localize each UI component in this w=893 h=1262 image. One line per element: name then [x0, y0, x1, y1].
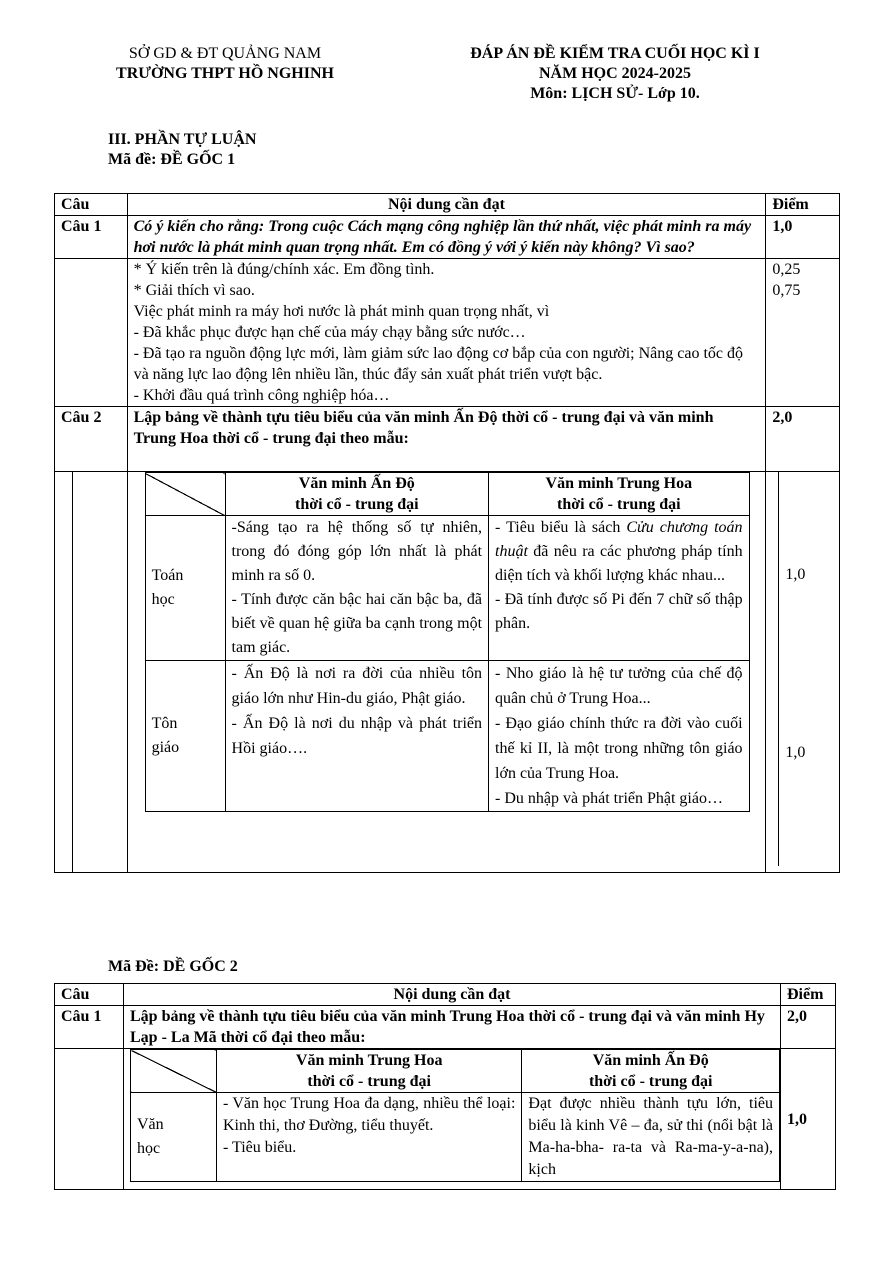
q2-sub-scores: [766, 472, 840, 873]
diagonal-corner-cell: [145, 473, 225, 516]
code2-q1-label: Câu 1: [55, 1006, 124, 1049]
q1-sub-scores: [766, 259, 840, 407]
inner-header-row: [145, 473, 749, 516]
school-year: NĂM HỌC 2024-2025: [539, 65, 691, 82]
col-header-cau: Câu: [55, 194, 128, 216]
india-religion: - Ấn Độ là nơi ra đời của nhiều tôn giáo lớn như Hin-du giáo, Phật giáo. - Ấn Độ là nơi du nhập và phát triển Hồi giáo….: [225, 661, 489, 812]
sub-score: 0,75: [772, 282, 801, 299]
code2-sub-score: 1,0: [781, 1049, 836, 1190]
sub-score-religion: 1,0: [785, 744, 806, 761]
china-religion: - Nho giáo là hệ tư tưởng của chế độ quân chủ ở Trung Hoa... - Đạo giáo chính thức ra đời vào cuối thế kỉ II, là một trong những tôn giáo lớn của Trung Hoa. - Du nhập và phát triển Phật giáo…: [489, 661, 750, 812]
col-header-score: Điểm: [766, 194, 840, 216]
inner-row-religion: [145, 661, 749, 812]
col-header-score: Điểm: [781, 984, 836, 1006]
diagonal-corner-cell: [131, 1050, 217, 1093]
school-name: TRƯỜNG THPT HỒ NGHINH: [116, 65, 334, 82]
answer-line: - Đã khắc phục được hạn chế của máy chạy bằng sức nước…: [133, 324, 526, 341]
inner-col1-header: Văn minh Ấn Độ thời cổ - trung đại: [225, 473, 489, 516]
school-header: [70, 44, 380, 84]
q1-label: Câu 1: [55, 216, 128, 259]
book-title: Cửu chương toán thuật: [495, 519, 743, 560]
q2-label: Câu 2: [55, 407, 128, 472]
code2-title: Mã Đề: DỀ GỐC 2: [108, 958, 238, 975]
row-label-literature: Văn học: [131, 1093, 217, 1182]
row-label-religion: Tôn giáo: [145, 661, 225, 812]
india-literature: Đạt được nhiều thành tựu lớn, tiêu biểu là kinh Vê – đa, sử thi (nổi bật là Ma-ha-bha- ra-ta và Ra-ma-y-a-na), kịch: [522, 1093, 780, 1182]
exam-title: ĐÁP ÁN ĐỀ KIỂM TRA CUỐI HỌC KÌ I: [470, 45, 760, 62]
inner-row-math: [145, 516, 749, 661]
department-name: SỞ GD & ĐT QUẢNG NAM: [128, 45, 322, 62]
code2-answer-table: [54, 983, 836, 1190]
civilization-comparison-table: [145, 472, 750, 812]
col-header-content: Nội dung cần đạt: [127, 194, 766, 216]
answer-line: * Giải thích vì sao.: [133, 282, 255, 299]
table-header-row: [55, 984, 836, 1006]
q2-answer-row: [55, 472, 840, 873]
row-label-math: Toán học: [145, 516, 225, 661]
col-header-content: Nội dung cần đạt: [124, 984, 781, 1006]
code2-comparison-table: [130, 1049, 780, 1182]
q2-score: 2,0: [766, 407, 840, 472]
code2-q1-question: Lập bảng về thành tựu tiêu biểu của văn minh Trung Hoa thời cổ - trung đại và văn minh Hy Lạp - La Mã thời cổ đại theo mẫu:: [124, 1006, 781, 1049]
answer-line: - Đã tạo ra nguồn động lực mới, làm giảm sức lao động cơ bắp của con người; Nâng cao tốc độ và năng lực lao động lên nhiều lần, thúc đẩy sản xuất phát triển vượt bậc.: [133, 345, 744, 383]
table-header-row: [55, 194, 840, 216]
answer-line: * Ý kiến trên là đúng/chính xác. Em đồng tình.: [133, 261, 435, 278]
q1-question-row: [55, 216, 840, 259]
sub-score-math: 1,0: [785, 566, 806, 583]
sub-score: 0,25: [772, 261, 801, 278]
code2-q1-question-row: [55, 1006, 836, 1049]
code1-answer-table: [54, 193, 840, 873]
china-math: - Tiêu biểu là sách Cửu chương toán thuật đã nêu ra các phương pháp tính diện tích và khối lượng khác nhau... - Đã tính được số Pi đến 7 chữ số thập phân.: [489, 516, 750, 661]
q2-inner-table-cell: [127, 472, 766, 873]
q1-score: 1,0: [766, 216, 840, 259]
inner-col2-header: Văn minh Ấn Độ thời cổ - trung đại: [522, 1050, 780, 1093]
q1-answer-row: [55, 259, 840, 407]
exam-header: [430, 44, 800, 104]
subject-line: Môn: LỊCH SỬ- Lớp 10.: [530, 85, 700, 102]
inner-col1-header: Văn minh Trung Hoa thời cổ - trung đại: [216, 1050, 521, 1093]
answer-line: Việc phát minh ra máy hơi nước là phát minh quan trọng nhất, vì: [133, 303, 550, 320]
answer-line: - Khởi đầu quá trình công nghiệp hóa…: [133, 387, 390, 404]
code2-q1-answer-row: [55, 1049, 836, 1190]
code1-title: Mã đề: ĐỀ GỐC 1: [108, 151, 236, 168]
q1-answer: [127, 259, 766, 407]
china-literature: - Văn học Trung Hoa đa dạng, nhiều thể loại: Kinh thi, thơ Đường, tiểu thuyết. - Tiêu biểu.: [216, 1093, 521, 1182]
inner-col2-header: Văn minh Trung Hoa thời cổ - trung đại: [489, 473, 750, 516]
section-title: III. PHẦN TỰ LUẬN: [108, 131, 257, 148]
india-math: -Sáng tạo ra hệ thống số tự nhiên, trong đó đóng góp lớn nhất là phát minh ra số 0. - Tính được căn bậc hai căn bậc ba, đã biết về quan hệ giữa ba cạnh trong một tam giác.: [225, 516, 489, 661]
col-header-cau: Câu: [55, 984, 124, 1006]
inner-header-row: [131, 1050, 780, 1093]
q2-question-row: [55, 407, 840, 472]
q1-question: Có ý kiến cho rằng: Trong cuộc Cách mạng công nghiệp lần thứ nhất, việc phát minh ra máy hơi nước là phát minh quan trọng nhất. Em có đồng ý với ý kiến này không? Vì sao?: [127, 216, 766, 259]
code2-q1-score: 2,0: [781, 1006, 836, 1049]
q2-question: Lập bảng về thành tựu tiêu biểu của văn minh Ấn Độ thời cổ - trung đại và văn minh Trung Hoa thời cổ - trung đại theo mẫu:: [127, 407, 766, 472]
inner-row-literature: [131, 1093, 780, 1182]
